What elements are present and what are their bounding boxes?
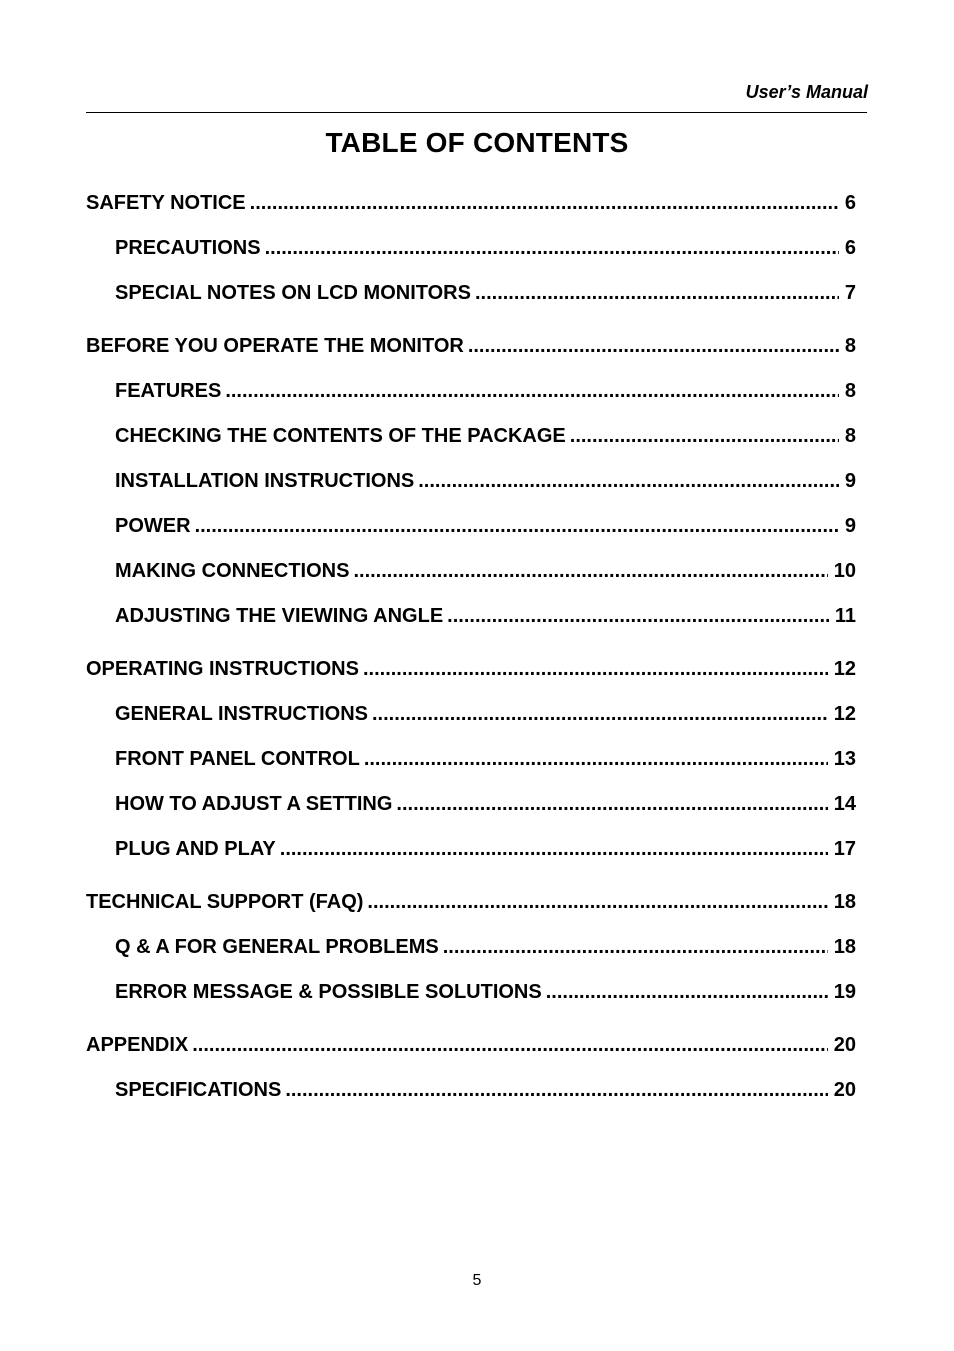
toc-entry-title: Q & A FOR GENERAL PROBLEMS [115, 936, 439, 958]
toc-entry-title: OPERATING INSTRUCTIONS [86, 658, 359, 680]
toc-leader-dots [225, 374, 839, 408]
toc-entry-title: POWER [115, 515, 191, 537]
toc-leader-dots [418, 464, 839, 498]
toc-entry[interactable] [86, 832, 856, 877]
toc-entry-title: PRECAUTIONS [115, 237, 261, 259]
toc-entry-title: TECHNICAL SUPPORT (FAQ) [86, 891, 364, 913]
toc-leader-dots [546, 975, 828, 1009]
toc-entry-page: 17 [833, 838, 856, 860]
toc-entry[interactable] [86, 374, 856, 419]
toc-entry-title: INSTALLATION INSTRUCTIONS [115, 470, 415, 492]
toc-leader-dots [364, 742, 828, 776]
toc-entry[interactable] [86, 276, 856, 321]
toc-entry[interactable] [86, 419, 856, 464]
toc-entry-title: MAKING CONNECTIONS [115, 560, 350, 582]
toc-entry-page: 14 [833, 793, 856, 815]
toc-entry[interactable] [86, 599, 856, 644]
toc-entry[interactable] [86, 509, 856, 554]
toc-entry-page: 9 [844, 515, 856, 537]
toc-entry-title: SAFETY NOTICE [86, 192, 246, 214]
toc-entry-title: SPECIFICATIONS [115, 1079, 282, 1101]
toc-leader-dots [363, 652, 828, 686]
toc-entry-title: FEATURES [115, 380, 222, 402]
toc-leader-dots [443, 930, 828, 964]
toc-entry[interactable] [86, 975, 856, 1020]
toc-leader-dots [396, 787, 827, 821]
toc-entry-page: 20 [833, 1034, 856, 1056]
toc-leader-dots [447, 599, 829, 633]
header-rule [86, 112, 867, 113]
toc-entry[interactable] [86, 554, 856, 599]
toc-entry[interactable] [86, 787, 856, 832]
toc-leader-dots [570, 419, 839, 453]
toc-entry-page: 8 [844, 335, 856, 357]
toc-leader-dots [192, 1028, 828, 1062]
toc-entry[interactable] [86, 186, 856, 231]
toc-leader-dots [285, 1073, 827, 1107]
toc-entry[interactable] [86, 885, 856, 930]
toc-leader-dots [372, 697, 828, 731]
toc-entry[interactable] [86, 930, 856, 975]
toc-entry-page: 12 [833, 703, 856, 725]
toc-entry-title: BEFORE YOU OPERATE THE MONITOR [86, 335, 464, 357]
toc-entry[interactable] [86, 329, 856, 374]
toc-entry-page: 7 [844, 282, 856, 304]
toc-entry-page: 6 [844, 237, 856, 259]
toc-entry-page: 6 [844, 192, 856, 214]
toc-entry-page: 18 [833, 936, 856, 958]
table-of-contents [86, 186, 856, 1118]
toc-entry-title: ADJUSTING THE VIEWING ANGLE [115, 605, 444, 627]
toc-leader-dots [280, 832, 828, 866]
page-number: 5 [472, 1272, 482, 1289]
page-title: TABLE OF CONTENTS [325, 127, 629, 158]
header-label: User’s Manual [745, 82, 868, 102]
toc-entry[interactable] [86, 464, 856, 509]
toc-leader-dots [353, 554, 827, 588]
toc-leader-dots [367, 885, 827, 919]
toc-entry-page: 13 [833, 748, 856, 770]
toc-leader-dots [468, 329, 839, 363]
toc-entry-page: 19 [833, 981, 856, 1003]
toc-entry-title: CHECKING THE CONTENTS OF THE PACKAGE [115, 425, 566, 447]
toc-entry-title: APPENDIX [86, 1034, 189, 1056]
toc-entry-page: 8 [844, 425, 856, 447]
toc-entry-page: 8 [844, 380, 856, 402]
toc-entry-page: 9 [844, 470, 856, 492]
toc-entry-title: GENERAL INSTRUCTIONS [115, 703, 368, 725]
toc-entry-title: ERROR MESSAGE & POSSIBLE SOLUTIONS [115, 981, 542, 1003]
toc-entry-title: PLUG AND PLAY [115, 838, 276, 860]
toc-entry-page: 10 [833, 560, 856, 582]
toc-entry[interactable] [86, 231, 856, 276]
toc-entry[interactable] [86, 1028, 856, 1073]
toc-leader-dots [195, 509, 839, 543]
toc-entry[interactable] [86, 1073, 856, 1118]
toc-entry-page: 20 [833, 1079, 856, 1101]
toc-entry-page: 12 [833, 658, 856, 680]
toc-entry-title: FRONT PANEL CONTROL [115, 748, 360, 770]
toc-entry[interactable] [86, 742, 856, 787]
toc-entry-title: SPECIAL NOTES ON LCD MONITORS [115, 282, 471, 304]
toc-leader-dots [475, 276, 839, 310]
toc-entry[interactable] [86, 697, 856, 742]
toc-entry-page: 18 [833, 891, 856, 913]
toc-entry-page: 11 [834, 605, 856, 627]
toc-leader-dots [265, 231, 839, 265]
toc-entry[interactable] [86, 652, 856, 697]
toc-entry-title: HOW TO ADJUST A SETTING [115, 793, 393, 815]
toc-leader-dots [250, 186, 839, 220]
